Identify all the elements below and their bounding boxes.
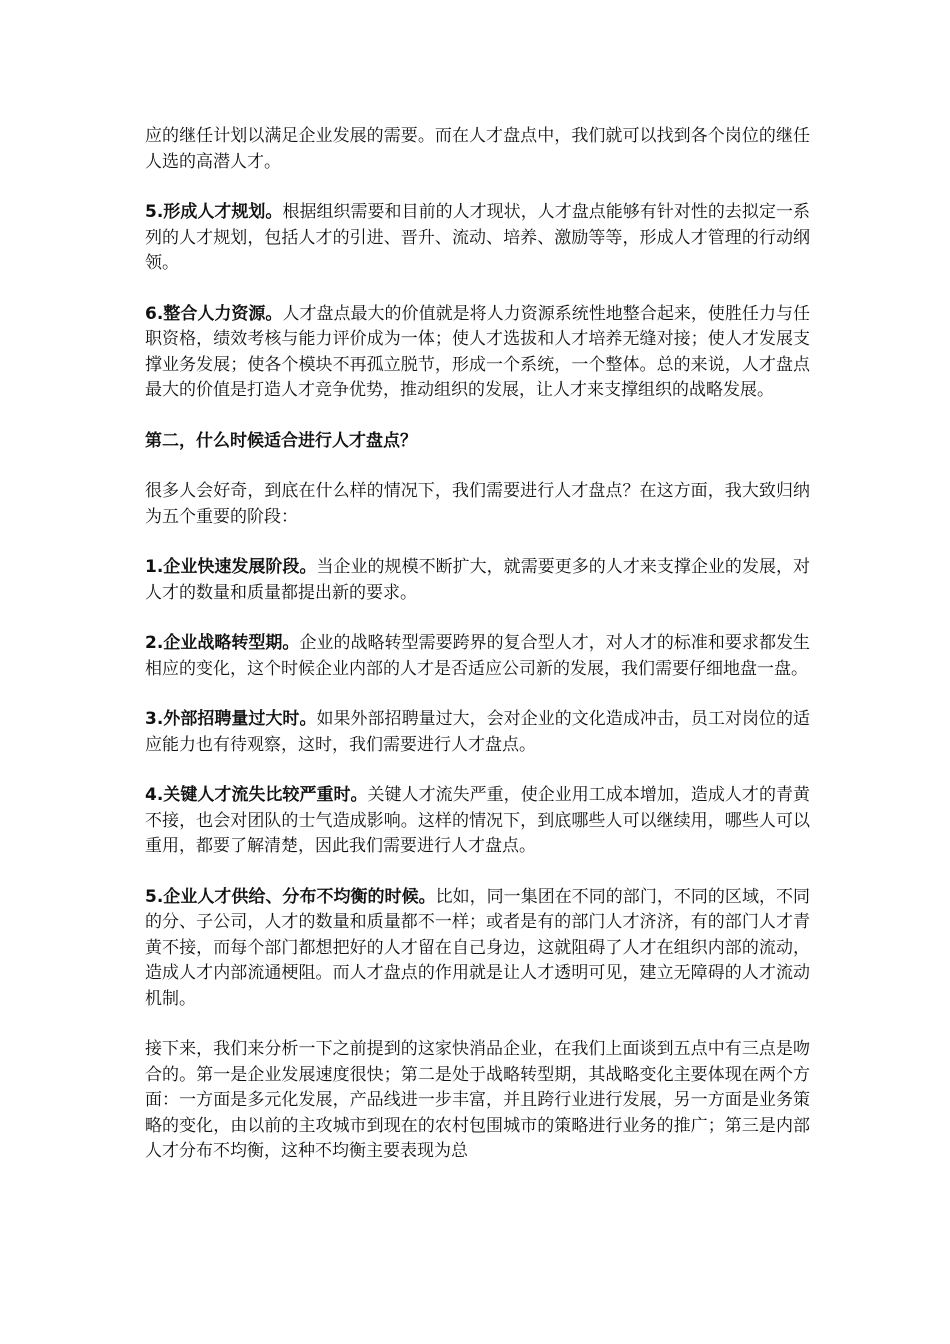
paragraph-integrate-hr: [145, 302, 810, 404]
paragraph-talent-planning: [145, 200, 810, 277]
paragraph-intro: 很多人会好奇，到底在什么样的情况下，我们需要进行人才盘点？在这方面，我大致归纳为五个重要的阶段：: [145, 481, 810, 527]
stage-lead: 2.企业战略转型期。: [145, 633, 300, 653]
stage-lead: 5.企业人才供给、分布不均衡的时候。: [145, 886, 436, 907]
paragraph-text: 应的继任计划以满足企业发展的需要。而在人才盘点中，我们就可以找到各个岗位的继任人选的高潜人才。: [145, 126, 810, 172]
stage-lead: 3.外部招聘量过大时。: [145, 709, 317, 729]
stage-item: [145, 631, 810, 682]
stage-item: [145, 783, 810, 860]
stage-text: 如果外部招聘量过大，会对企业的文化造成冲击，员工对岗位的适应能力也有待观察，这时，我们需要进行人才盘点。: [145, 709, 811, 755]
paragraph-lead: 6.整合人力资源。: [145, 303, 283, 324]
stage-item: [145, 555, 810, 606]
stage-text: 关键人才流失严重，使企业用工成本增加，造成人才的青黄不接，也会对团队的士气造成影响。这样的情况下，到底哪些人可以继续用，哪些人可以重用，都要了解清楚，因此我们需要进行人才盘点。: [145, 785, 810, 856]
stage-item: [145, 885, 810, 1013]
section-heading: 第二，什么时候适合进行人才盘点？: [145, 430, 417, 451]
document-page: [145, 124, 810, 1190]
paragraph-text: 根据组织需要和目前的人才现状，人才盘点能够有针对性的去拟定一系列的人才规划，包括人才的引进、晋升、流动、培养、激励等等，形成人才管理的行动纲领。: [145, 202, 810, 273]
stage-text: 企业的战略转型需要跨界的复合型人才，对人才的标准和要求都发生相应的变化，这个时候企业内部的人才是否适应公司新的发展，我们需要仔细地盘一盘。: [145, 633, 810, 679]
stage-lead: 4.关键人才流失比较严重时。: [145, 785, 368, 805]
paragraph-succession-plan: [145, 124, 810, 175]
paragraph-closing: 接下来，我们来分析一下之前提到的这家快消品企业，在我们上面谈到五点中有三点是吻合的。第一是企业发展速度很快；第二是处于战略转型期，其战略变化主要体现在两个方面：一方面是多元化发展，产品线进一步丰富，并且跨行业进行发展，另一方面是业务策略的变化，由以前的主攻城市到现在的农村包围城市的策略进行业务的推广；第三是内部人才分布不均衡，这种不均衡主要表现为总: [145, 1039, 810, 1161]
stage-lead: 1.企业快速发展阶段。: [145, 557, 317, 577]
paragraph-text: 人才盘点最大的价值就是将人力资源系统性地整合起来，使胜任力与任职资格，绩效考核与能力评价成为一体；使人才选拔和人才培养无缝对接；使人才发展支撑业务发展；使各个模块不再孤立脱节，形成一个系统，一个整体。总的来说，人才盘点最大的价值是打造人才竞争优势，推动组织的发展，让人才来支撑组织的战略发展。: [145, 303, 810, 400]
stage-item: [145, 707, 810, 758]
stage-text: 当企业的规模不断扩大，就需要更多的人才来支撑企业的发展，对人才的数量和质量都提出新的要求。: [145, 557, 811, 603]
paragraph-lead: 5.形成人才规划。: [145, 202, 283, 222]
stage-text: 比如，同一集团在不同的部门，不同的区域，不同的分、子公司，人才的数量和质量都不一样；或者是有的部门人才济济，有的部门人才青黄不接，而每个部门都想把好的人才留在自己身边，这就阻碍了人才在组织内部的流动，造成人才内部流通梗阻。而人才盘点的作用就是让人才透明可见，建立无障碍的人才流动机制。: [145, 886, 810, 1009]
